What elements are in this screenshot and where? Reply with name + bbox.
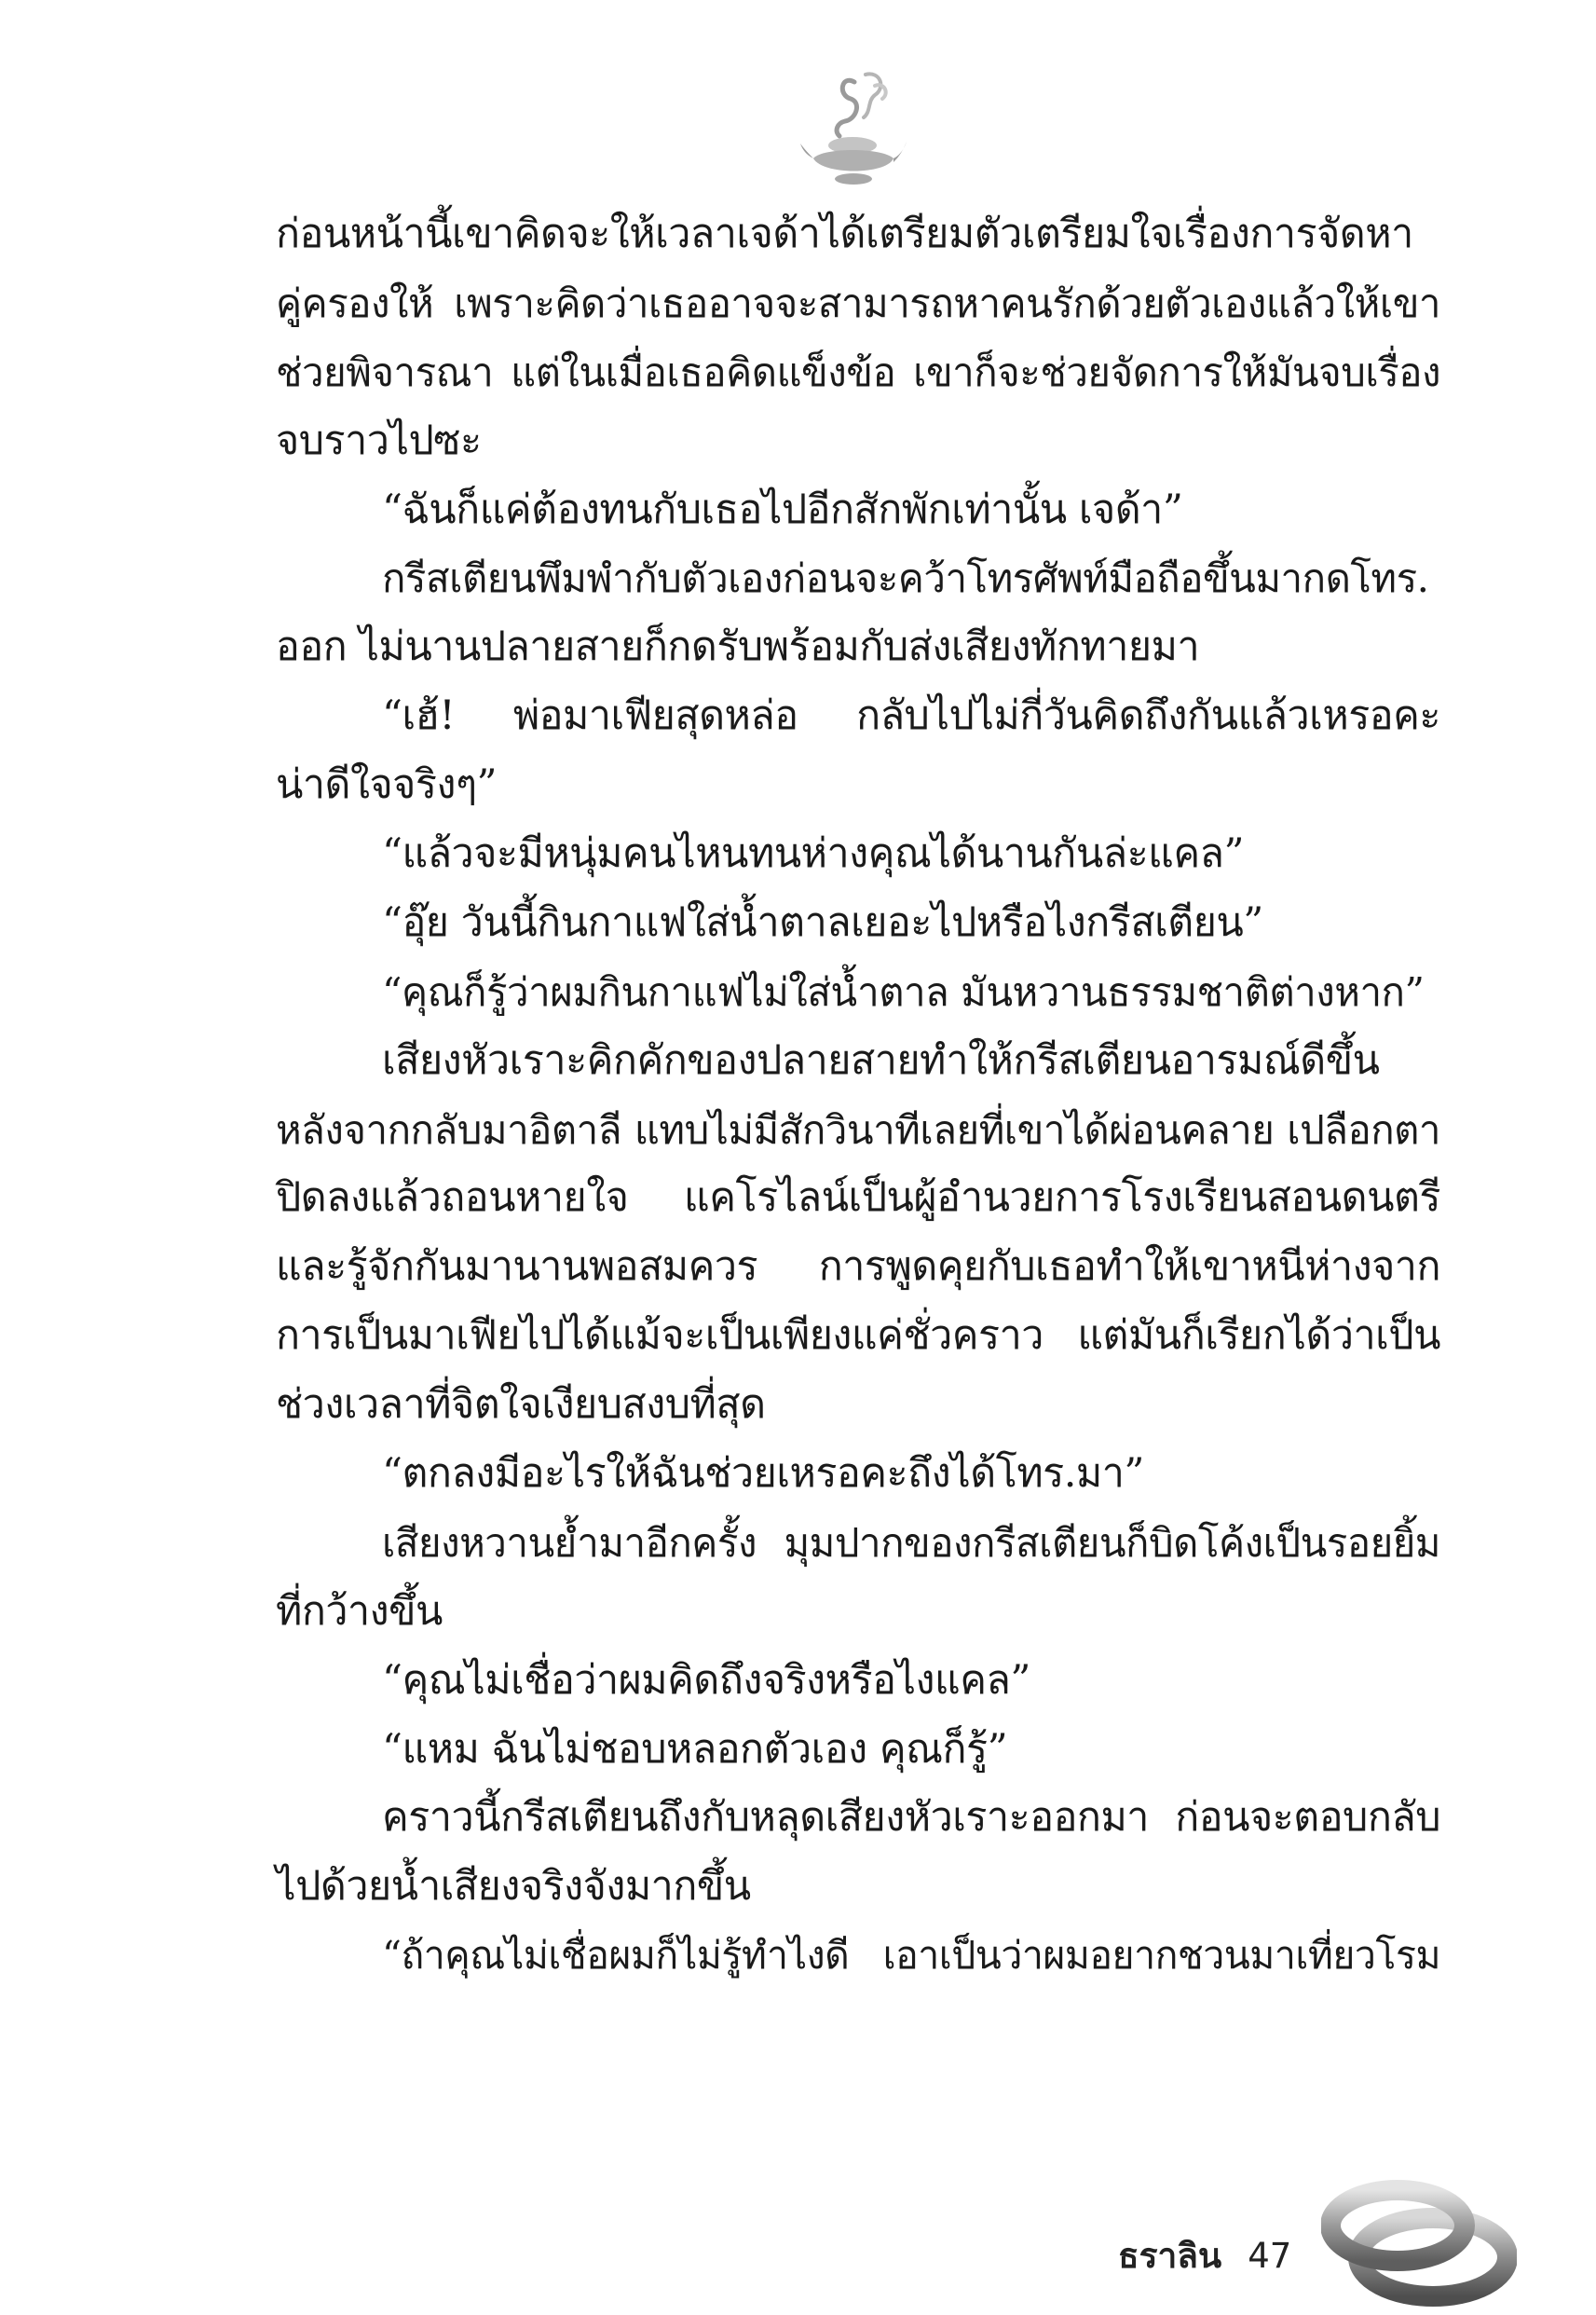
text-line: “แหม ฉันไม่ชอบหลอกตัวเอง คุณก็รู้” bbox=[382, 1725, 1008, 1773]
text-line: “คุณก็รู้ว่าผมกินกาแฟไม่ใส่น้ำตาล มันหวานธรรมชาติต่างหาก” bbox=[382, 968, 1425, 1015]
text-line: หลังจากกลับมาอิตาลี แทบไม่มีสักวินาทีเลยที่เขาได้ผ่อนคลาย เปลือกตา bbox=[276, 1106, 1440, 1153]
text-line: คราวนี้กรีสเตียนถึงกับหลุดเสียงหัวเราะออกมา ก่อนจะตอบกลับ bbox=[382, 1794, 1440, 1842]
text-line: การเป็นมาเฟียไปได้แม้จะเป็นเพียงแค่ชั่วคราว แต่มันก็เรียกได้ว่าเป็น bbox=[276, 1312, 1440, 1360]
text-line: และรู้จักกันมานานพอสมควร การพูดคุยกับเธอทำให้เขาหนีห่างจาก bbox=[276, 1243, 1440, 1291]
text-line: “คุณไม่เชื่อว่าผมคิดถึงจริงหรือไงแคล” bbox=[382, 1656, 1030, 1704]
text-line: ไปด้วยน้ำเสียงจริงจังมากขึ้น bbox=[276, 1863, 751, 1911]
text-line: กรีสเตียนพึมพำกับตัวเองก่อนจะคว้าโทรศัพท์มือถือขึ้นมากดโทร. bbox=[382, 555, 1429, 602]
page-footer bbox=[1118, 2227, 1291, 2283]
text-line: เสียงหัวเราะคิกคักของปลายสายทำให้กรีสเตียนอารมณ์ดีขึ้น bbox=[382, 1036, 1380, 1084]
text-line: น่าดีใจจริงๆ” bbox=[276, 761, 498, 809]
page-number: 47 bbox=[1248, 2235, 1292, 2276]
genie-lamp-icon bbox=[797, 65, 908, 196]
text-line: “แล้วจะมีหนุ่มคนไหนทนห่างคุณได้นานกันล่ะแคล” bbox=[382, 830, 1244, 878]
author-name: ธราลิน bbox=[1118, 2235, 1222, 2276]
text-line: ที่กว้างขึ้น bbox=[276, 1587, 443, 1635]
text-line: ก่อนหน้านี้เขาคิดจะให้เวลาเจด้าได้เตรียมตัวเตรียมใจเรื่องการจัดหา bbox=[276, 211, 1413, 257]
text-line: คู่ครองให้ เพราะคิดว่าเธออาจจะสามารถหาคนรักด้วยตัวเองแล้วให้เขา bbox=[276, 280, 1440, 326]
text-line: “ถ้าคุณไม่เชื่อผมก็ไม่รู้ทำไงดี เอาเป็นว่าผมอยากชวนมาเที่ยวโรม bbox=[382, 1933, 1440, 1979]
text-line: ช่วงเวลาที่จิตใจเงียบสงบที่สุด bbox=[276, 1381, 766, 1429]
body-text bbox=[276, 200, 1440, 1991]
wedding-rings-icon bbox=[1321, 2171, 1517, 2311]
text-line: จบราวไปซะ bbox=[276, 417, 482, 464]
text-line: ช่วยพิจารณา แต่ในเมื่อเธอคิดแข็งข้อ เขาก็จะช่วยจัดการให้มันจบเรื่อง bbox=[276, 349, 1440, 395]
text-line: “ฉันก็แค่ต้องทนกับเธอไปอีกสักพักเท่านั้น เจด้า” bbox=[382, 486, 1183, 533]
text-line: “อุ๊ย วันนี้กินกาแฟใส่น้ำตาลเยอะไปหรือไงกรีสเตียน” bbox=[382, 898, 1263, 946]
text-line: ออก ไม่นานปลายสายก็กดรับพร้อมกับส่งเสียงทักทายมา bbox=[276, 623, 1200, 671]
text-line: ปิดลงแล้วถอนหายใจ แคโรไลน์เป็นผู้อำนวยการโรงเรียนสอนดนตรี bbox=[276, 1174, 1440, 1222]
text-line: “ตกลงมีอะไรให้ฉันช่วยเหรอคะถึงได้โทร.มา” bbox=[382, 1450, 1144, 1498]
text-line: “เฮ้! พ่อมาเฟียสุดหล่อ กลับไปไม่กี่วันคิดถึงกันแล้วเหรอคะ bbox=[382, 692, 1440, 740]
text-line: เสียงหวานย้ำมาอีกครั้ง มุมปากของกรีสเตียนก็บิดโค้งเป็นรอยยิ้ม bbox=[382, 1519, 1440, 1566]
